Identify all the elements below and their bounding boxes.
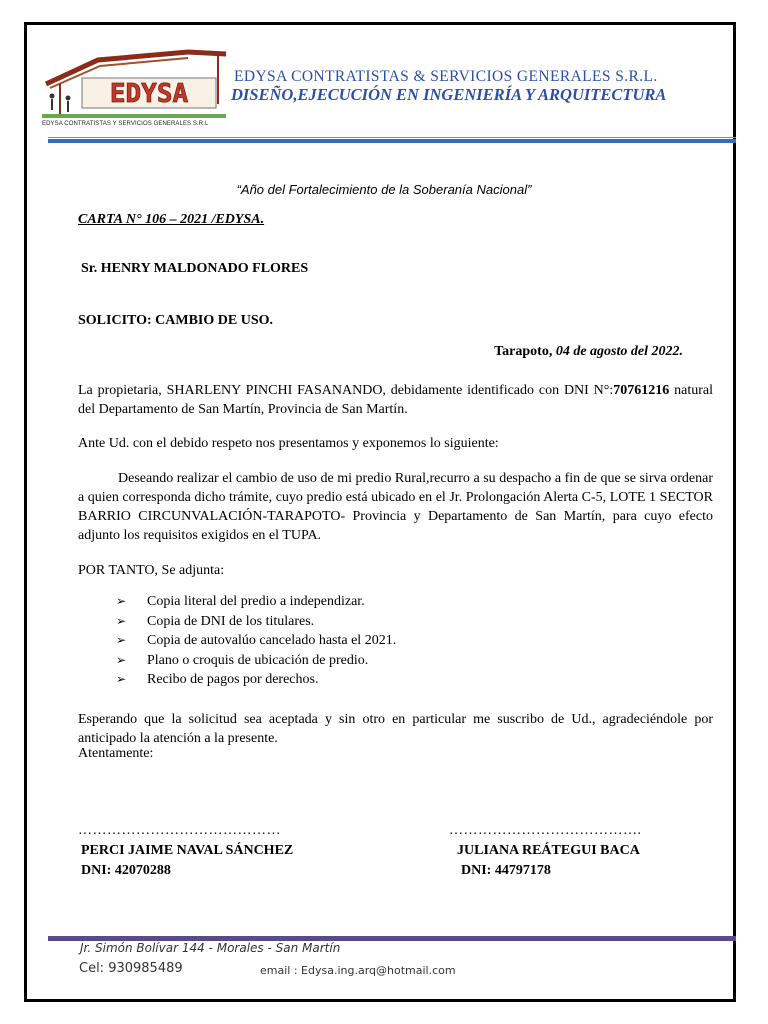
signer-dni-right: DNI: 44797178	[461, 863, 551, 878]
owner-dni: 70761216	[613, 383, 670, 398]
company-name: EDYSA CONTRATISTAS & SERVICIOS GENERALES S.R.L.	[234, 68, 658, 85]
list-item	[116, 631, 396, 651]
footer-email[interactable]: email : Edysa.ing.arq@hotmail.com	[260, 964, 456, 977]
list-item	[116, 592, 396, 612]
header-divider	[48, 139, 736, 143]
place-date	[494, 344, 683, 360]
footer-phone: Cel: 930985489	[79, 961, 183, 976]
signer-name-left: PERCI JAIME NAVAL SÁNCHEZ	[81, 843, 294, 858]
attachments-list	[116, 592, 396, 690]
list-item	[116, 612, 396, 632]
owner-text: La propietaria, SHARLENY PINCHI FASANANDO, debidamente identificado con DNI N°:	[78, 383, 614, 398]
paragraph-request: Deseando realizar el cambio de uso de mi predio Rural,recurro a su despacho a fin de que se sirva ordenar a quien corresponda dicho trámite, cuyo predio está ubicado en el Jr. Prolongación Alerta C-5, LOTE 1 SECTOR BARRIO CIRCUNVALACIÓN-TARAPOTO- Provincia y Departamento de San Martín, para cuyo efecto adjunto los requisitos exigidos en el TUPA.	[78, 471, 713, 543]
footer-address: Jr. Simón Bolívar 144 - Morales - San Martín	[80, 941, 341, 955]
signature-line-left: ……………………………………	[78, 823, 281, 838]
logo-wordmark: EDYSA	[109, 79, 189, 109]
attachment-label: Copia literal del predio a independizar.	[147, 594, 365, 609]
company-tagline: DISEÑO,EJECUCIÓN EN INGENIERÍA Y ARQUITECTURA	[231, 85, 667, 104]
list-item	[116, 670, 396, 690]
attachment-label: Copia de autovalúo cancelado hasta el 2021.	[147, 633, 397, 648]
place: Tarapoto,	[494, 344, 553, 359]
carta-number: CARTA N° 106 – 2021 /EDYSA.	[78, 212, 265, 227]
subject-line: SOLICITO: CAMBIO DE USO.	[78, 313, 274, 328]
arrow-bullet-icon: ➢	[116, 633, 127, 647]
paragraph-attach-heading: POR TANTO, Se adjunta:	[78, 563, 225, 578]
logo-caption: EDYSA CONTRATISTAS Y SERVICIOS GENERALES S.R.L	[42, 121, 209, 127]
arrow-bullet-icon: ➢	[116, 652, 127, 667]
arrow-bullet-icon: ➢	[116, 613, 127, 628]
paragraph-closing: Esperando que la solicitud sea aceptada y sin otro en particular me suscribo de Ud., agradeciéndole por anticipado la atención a la presente.	[78, 712, 713, 746]
paragraph-owner	[78, 381, 713, 419]
year-title: “Año del Fortalecimiento de la Soberanía Nacional”	[236, 182, 532, 197]
paragraph-intro: Ante Ud. con el debido respeto nos presentamos y exponemos lo siguiente:	[78, 436, 499, 451]
arrow-bullet-icon: ➢	[116, 672, 127, 686]
attachment-label: Recibo de pagos por derechos.	[147, 672, 319, 687]
addressee: Sr. HENRY MALDONADO FLORES	[81, 261, 309, 276]
arrow-bullet-icon: ➢	[116, 594, 127, 608]
attachment-label: Plano o croquis de ubicación de predio.	[147, 652, 369, 668]
owner-origin: natural del Departamento de San Martín, Provincia de San Martín.	[78, 383, 714, 417]
list-item	[116, 651, 396, 671]
closing: Atentamente:	[78, 746, 154, 761]
date: 04 de agosto del 2022.	[555, 344, 683, 359]
signature-line-right: ………………………………….	[449, 823, 642, 838]
attachment-label: Copia de DNI de los titulares.	[147, 613, 315, 629]
signer-dni-left: DNI: 42070288	[81, 863, 171, 878]
signer-name-right: JULIANA REÁTEGUI BACA	[457, 843, 640, 858]
